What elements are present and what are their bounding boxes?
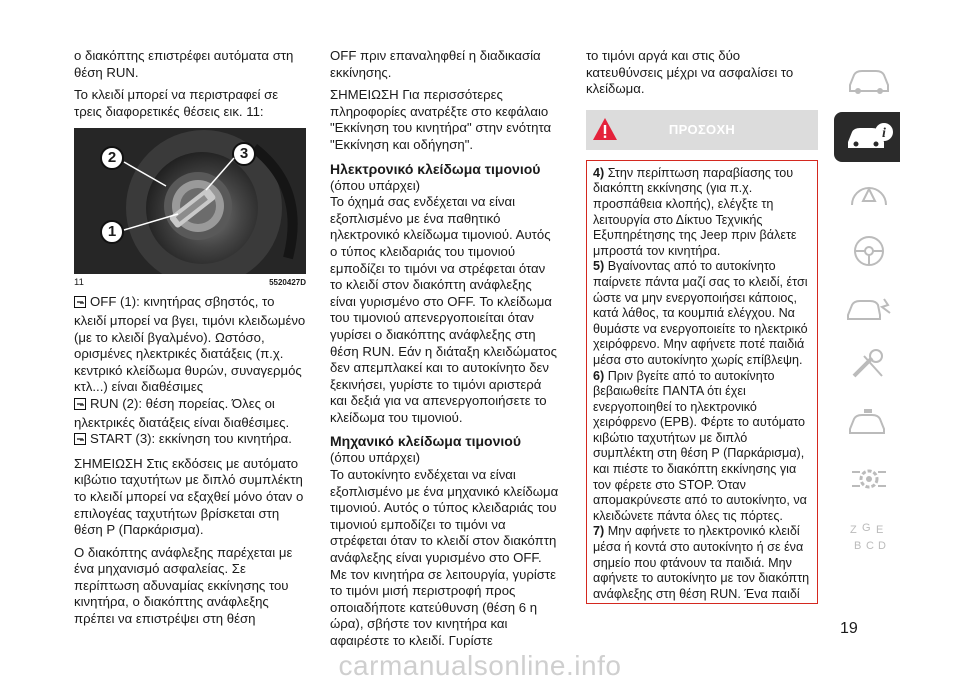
mechanical-lock-continued: το τιμόνι αργά και στις δύο κατευθύνσεις μέχρι να ασφαλίσει το κλείδωμα. bbox=[586, 48, 794, 97]
svg-text:B: B bbox=[854, 540, 862, 552]
tab-car-crash[interactable] bbox=[834, 283, 900, 333]
callout-leaders bbox=[74, 128, 306, 274]
column-1 bbox=[74, 48, 306, 634]
key-icon bbox=[74, 398, 86, 415]
subheading-mechanical: (όπου υπάρχει) bbox=[330, 450, 421, 466]
warning-header bbox=[586, 110, 818, 150]
tab-car-outline[interactable] bbox=[834, 55, 900, 105]
chapter-sidebar bbox=[834, 55, 914, 568]
dashboard-warning-icon bbox=[844, 177, 894, 211]
heading-mechanical-lock: Μηχανικό κλείδωμα τιμονιού bbox=[330, 433, 521, 450]
svg-text:Z: Z bbox=[850, 524, 857, 536]
figure-caption bbox=[74, 277, 306, 288]
key-icon bbox=[74, 433, 86, 450]
tab-car-info[interactable] bbox=[834, 112, 900, 162]
position-run: RUN (2): θέση πορείας. Όλες οι ηλεκτρικές διατάξεις είναι διαθέσιμες. bbox=[74, 395, 290, 430]
tab-settings[interactable] bbox=[834, 454, 900, 504]
page-number: 19 bbox=[840, 620, 858, 637]
position-list bbox=[74, 294, 306, 449]
position-off: OFF (1): κινητήρας σβηστός, το κλειδί μπορεί να βγει, τιμόνι κλειδωμένο (με το κλειδί βγαλμένο). Ωστόσο, ορισμένες ηλεκτρικές διατάξεις (π.χ. κεντρικό κλείδωμα θυρών, συναγερμός κτλ...) είναι διαθέσιμες bbox=[74, 294, 306, 395]
intro-key-positions: Το κλειδί μπορεί να περιστραφεί σε τρεις διαφορετικές θέσεις εικ. 11: bbox=[74, 87, 279, 119]
safety-mechanism-paragraph: Ο διακόπτης ανάφλεξης παρέχεται με ένα μηχανισμό ασφαλείας. Σε περίπτωση αδυναμίας εκκίνησης του κινητήρα, ο διακόπτης ανάφλεξης πρέπει να επιστρέψει στη θέση bbox=[74, 544, 293, 627]
warning-item: 7) Μην αφήνετε το ηλεκτρονικό κλειδί μέσα ή κοντά στο αυτοκίνητο ή σε ένα σημείο που φτάνουν τα παιδιά. Μην αφήνετε το αυτοκίνητο με τον διακόπτη ανάφλεξης στη θέση RUN. Ένα παιδί bbox=[593, 524, 810, 601]
svg-text:D: D bbox=[878, 540, 886, 552]
svg-text:G: G bbox=[862, 522, 871, 534]
subheading-electronic: (όπου υπάρχει) bbox=[330, 177, 421, 193]
settings-icon bbox=[844, 462, 894, 496]
svg-text:C: C bbox=[866, 540, 874, 552]
electronic-lock-paragraph: Το όχημά σας ενδέχεται να είναι εξοπλισμένο με ένα παθητικό ηλεκτρονικό κλείδωμα τιμονιού. Αυτός ο τύπος κλειδαριάς του τιμονιού εμποδίζει το τιμόνι να στρέφεται όταν το κλειδί στον διακόπτη ανάφλεξης είναι γυρισμένο στο OFF. Το κλείδωμα του τιμονιού απενεργοποιείται όταν γυρίσει ο διακόπτης ανάφλεξης στη θέση RUN. Εάν η διάταξη κλειδώματος δεν απεμπλακεί και το αυτοκίνητο δεν ξεκινήσει, γυρίστε το τιμόνι αριστερά και δεξιά για να απενεργοποιήσετε το κλείδωμα του τιμονιού. bbox=[330, 194, 557, 425]
heading-electronic-lock: Ηλεκτρονικό κλείδωμα τιμονιού bbox=[330, 160, 541, 177]
svg-text:i: i bbox=[882, 126, 886, 141]
tab-alphabet-index[interactable] bbox=[834, 511, 900, 561]
tab-wrench[interactable] bbox=[834, 340, 900, 390]
car-info-icon bbox=[844, 120, 894, 154]
alphabet-index-icon bbox=[844, 519, 894, 553]
ignition-key-photo bbox=[74, 128, 306, 274]
car-maintenance-icon bbox=[844, 405, 894, 439]
warning-item: 6) Πριν βγείτε από το αυτοκίνητο βεβαιωθείτε ΠΑΝΤΑ ότι έχει ενεργοποιηθεί το ηλεκτρονικό χειρόφρενο (EPB). Φέρτε το αυτόματο κιβώτιο ταχυτήτων με διπλό συμπλέκτη στη θέση P (Παρκάρισμα), και πιέστε το διακόπτη εκκίνησης για τον φέρετε στο STOP. Όταν απομακρύνεστε από το αυτοκίνητο, να κλειδώνετε πάντα όλες τις πόρτες. bbox=[593, 368, 807, 523]
svg-text:E: E bbox=[876, 524, 884, 536]
watermark: carmanualsonline.info bbox=[338, 650, 622, 681]
tab-car-maintenance[interactable] bbox=[834, 397, 900, 447]
callout-2: 2 bbox=[100, 146, 124, 170]
car-outline-icon bbox=[844, 63, 894, 97]
position-start: START (3): εκκίνηση του κινητήρα. bbox=[74, 431, 292, 446]
note-more-info: ΣΗΜΕΙΩΣΗ Για περισσότερες πληροφορίες ανατρέξτε στο κεφάλαιο "Εκκίνηση του κινητήρα" στην ενότητα "Εκκίνηση και οδήγηση". bbox=[330, 87, 552, 152]
car-crash-icon bbox=[844, 291, 894, 325]
wrench-icon bbox=[844, 348, 894, 382]
key-icon bbox=[74, 296, 86, 313]
figure-number: 11 bbox=[74, 277, 84, 289]
warning-item: 4) Στην περίπτωση παραβίασης του διακόπτη εκκίνησης (για π.χ. προσπάθεια κλοπής), ελέγξτε τη λειτουργία στο Δίκτυο Τεχνικής Εξυπηρέτησης της Jeep πριν βάλετε μπροστά τον κινητήρα. bbox=[593, 165, 797, 258]
steering-wheel-icon bbox=[844, 234, 894, 268]
warning-title: ΠΡΟΣΟΧΗ bbox=[668, 121, 736, 137]
note-dct: ΣΗΜΕΙΩΣΗ Στις εκδόσεις με αυτόματο κιβώτιο ταχυτήτων με διπλό συμπλέκτη το κλειδί μπορεί να εξαχθεί μόνο όταν ο επιλογέας ταχυτήτων βρίσκεται στη θέση P (Παρκάρισμα). bbox=[74, 455, 304, 538]
callout-1: 1 bbox=[100, 220, 124, 244]
intro-continued: ο διακόπτης επιστρέφει αυτόματα στη θέση RUN. bbox=[74, 48, 294, 80]
mechanical-lock-paragraph: Το αυτοκίνητο ενδέχεται να είναι εξοπλισμένο με ένα μηχανικό κλείδωμα τιμονιού. Αυτός ο τύπος κλειδαριάς του τιμονιού εμποδίζει το τιμόνι να στρέφεται όταν το κλειδί στον διακόπτη ανάφλεξης είναι γυρισμένο στο OFF. Με τον κινητήρα σε λειτουργία, γυρίστε το τιμόνι μισή περιστροφή προς οποιαδήποτε κατεύθυνση (θέση 6 η ώρα), σβήστε τον κινητήρα και αφαιρέστε το κλειδί. Γυρίστε bbox=[330, 467, 559, 648]
off-before-restart: OFF πριν επαναληφθεί η διαδικασία εκκίνησης. bbox=[330, 48, 541, 80]
column-3 bbox=[586, 48, 818, 604]
warning-box bbox=[586, 160, 818, 604]
column-2 bbox=[330, 48, 560, 656]
figure-code: 5520427D bbox=[269, 278, 306, 288]
tab-steering-wheel[interactable] bbox=[834, 226, 900, 276]
callout-3: 3 bbox=[232, 142, 256, 166]
warning-item: 5) Βγαίνοντας από το αυτοκίνητο παίρνετε πάντα μαζί σας το κλειδί, έτσι ώστε να μην ενεργοποιήσει κάποιος, κατά λάθος, τα κουμπιά ελέγχου. Να θυμάστε να ενεργοποιείτε το ηλεκτρικό χειρόφρενο. Μην αφήνετε ποτέ παιδιά μέσα στο αυτοκίνητο χωρίς επίβλεψη. bbox=[593, 259, 808, 367]
tab-dashboard-warning[interactable] bbox=[834, 169, 900, 219]
